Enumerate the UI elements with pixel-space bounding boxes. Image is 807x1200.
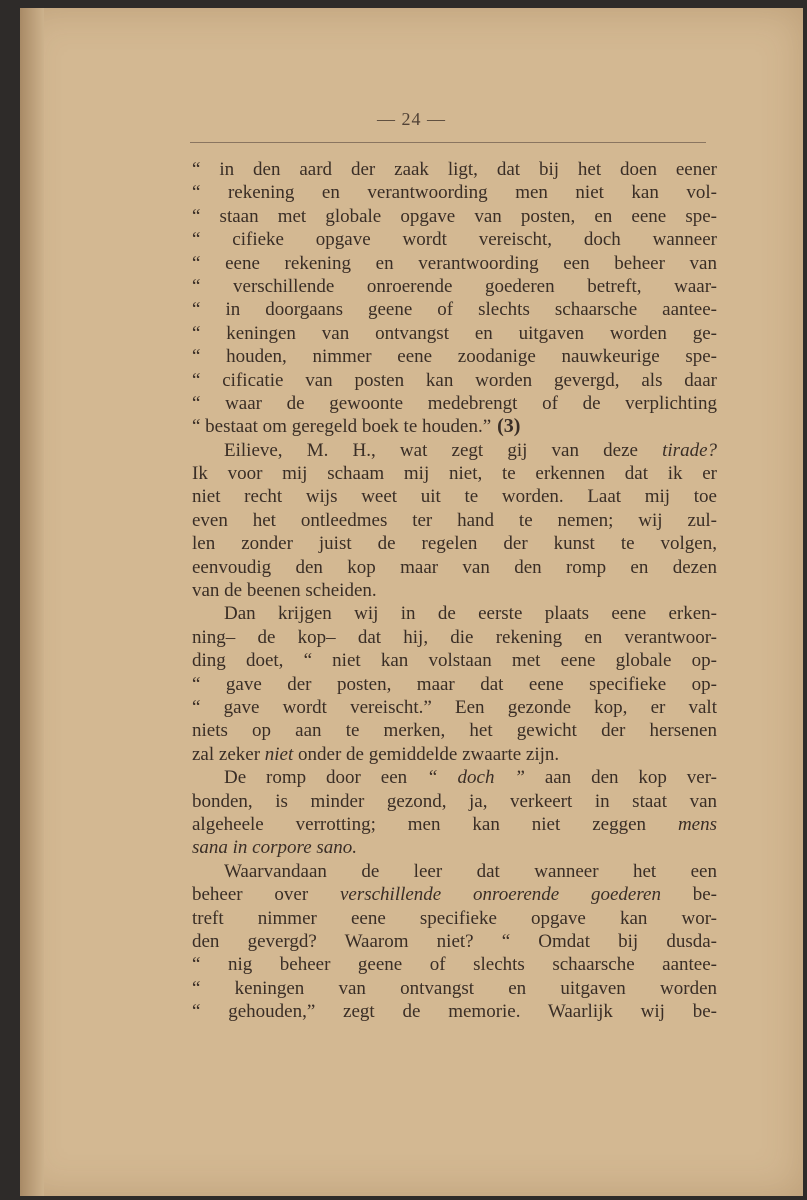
text-line: “ houden, nimmer eene zoodanige nauwkeurige spe- <box>192 346 717 368</box>
text-line: “ nig beheer geene of slechts schaarsche aantee- <box>192 954 717 976</box>
text-line: len zonder juist de regelen der kunst te volgen, <box>192 533 717 555</box>
text-line <box>192 766 717 789</box>
text-line: “ verschillende onroerende goederen betreft, waar- <box>192 275 717 297</box>
text-segment: “ bestaat om geregeld boek te houden.” <box>192 416 492 438</box>
text-line: “ in den aard der zaak ligt, dat bij het doen eener <box>192 159 717 180</box>
text-segment: algeheele verrotting; men kan niet zeggen <box>192 813 646 835</box>
text-line: “ staan met globale opgave van posten, en eene spe- <box>192 205 717 227</box>
text-line <box>192 883 717 906</box>
text-line <box>192 439 717 462</box>
text-line: “ gave wordt vereischt.” Een gezonde kop, er valt <box>192 696 717 718</box>
text-line: niets op aan te merken, het gewicht der hersenen <box>192 720 717 742</box>
text-line: bonden, is minder gezond, ja, verkeert in staat van <box>192 790 717 812</box>
text-line: “ waar de gewoonte medebrengt of de verplichting <box>192 392 717 414</box>
text-segment: beheer over <box>192 884 309 906</box>
page-binding-edge <box>20 8 44 1196</box>
text-line: “ cificatie van posten kan worden gevergd, als daar <box>192 369 717 391</box>
text-line: Waarvandaan de leer dat wanneer het een <box>224 860 717 882</box>
text-segment: onder de gemiddelde zwaarte zijn. <box>298 743 560 765</box>
text-line: eenvoudig den kop maar van den romp en dezen <box>192 556 717 578</box>
book-page <box>20 8 803 1196</box>
text-segment: Eilieve, M. H., wat zegt gij van deze <box>224 439 638 461</box>
text-line: Dan krijgen wij in de eerste plaats eene erken- <box>224 603 717 625</box>
text-segment: be- <box>692 884 718 906</box>
text-line: van de beenen scheiden. <box>192 580 377 602</box>
text-line: “ cifieke opgave wordt vereischt, doch wanneer <box>192 229 717 251</box>
text-line: den gevergd? Waarom niet? “ Omdat bij dusda- <box>192 930 717 952</box>
text-line: “ in doorgaans geene of slechts schaarsche aantee- <box>192 299 717 321</box>
text-line: “ eene rekening en verantwoording een beheer van <box>192 252 717 274</box>
text-line: “ keningen van ontvangst en uitgaven worden ge- <box>192 322 717 344</box>
text-segment: zal zeker <box>192 743 261 765</box>
text-line: “ gave der posten, maar dat eene specifieke op- <box>192 673 717 695</box>
text-line <box>192 813 717 836</box>
text-line: niet recht wijs weet uit te worden. Laat mij toe <box>192 486 717 508</box>
text-segment: De romp door een <box>224 767 408 789</box>
text-line <box>192 836 717 859</box>
italic-text: mens <box>677 813 717 835</box>
italic-text: verschillende onroerende goederen <box>339 884 661 906</box>
italic-text: “ doch ” <box>427 767 525 789</box>
text-line: ning– de kop– dat hij, die rekening en verantwoor- <box>192 626 717 648</box>
text-line: “ gehouden,” zegt de memorie. Waarlijk wij be- <box>192 1001 717 1023</box>
italic-text: sana in corpore sano. <box>192 837 358 859</box>
text-line: even het ontleedmes ter hand te nemen; wij zul- <box>192 509 717 531</box>
footnote-marker: (3) <box>497 415 521 438</box>
header-rule <box>190 142 706 143</box>
italic-text: niet <box>264 743 294 765</box>
text-line: Ik voor mij schaam mij niet, te erkennen dat ik er <box>192 463 717 485</box>
text-line: “ keningen van ontvangst en uitgaven worden <box>192 977 717 999</box>
page-number: — 24 — <box>377 109 446 129</box>
text-line: “ rekening en verantwoording men niet kan vol- <box>192 182 717 204</box>
body-text <box>192 158 717 1023</box>
text-line <box>192 415 717 438</box>
italic-text: tirade? <box>662 439 718 461</box>
text-line <box>192 743 717 766</box>
text-line: ding doet, “ niet kan volstaan met eene globale op- <box>192 650 717 672</box>
text-segment: aan den kop ver- <box>544 767 718 789</box>
text-line: treft nimmer eene specifieke opgave kan wor- <box>192 907 717 929</box>
